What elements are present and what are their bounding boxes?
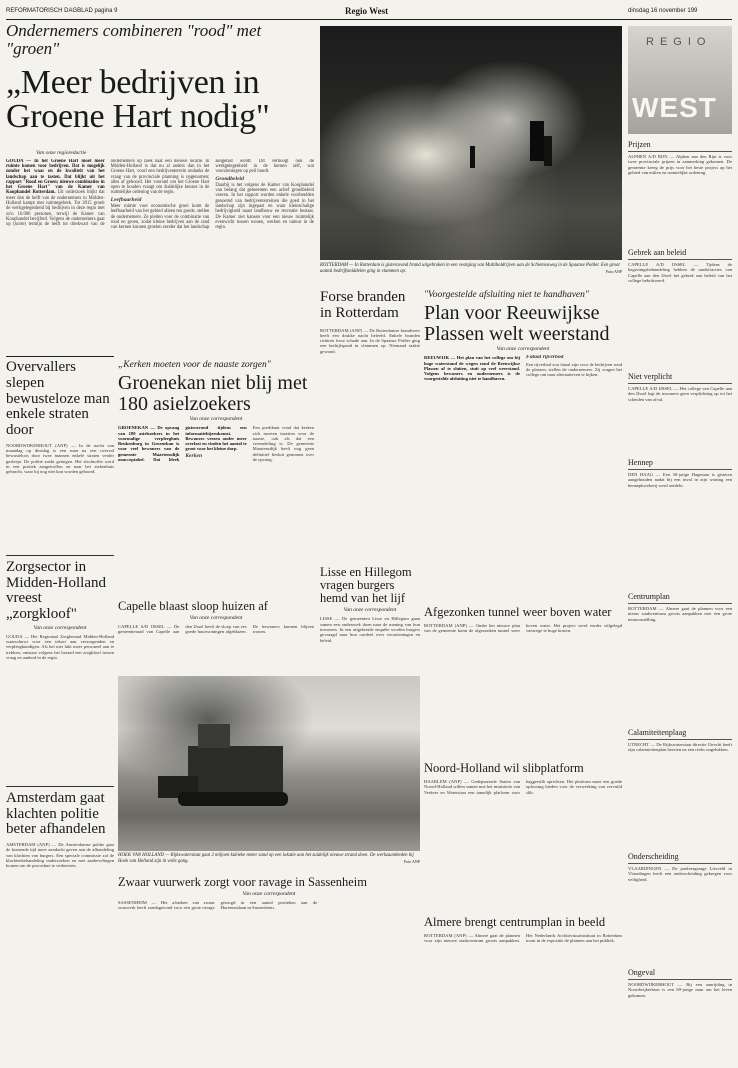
asylum-body [118,425,314,575]
header-center: Regio West [345,6,389,16]
almere-headline: Almere brengt centrumplan in beeld [424,915,606,929]
lead-sub1: Leefbaarheid [110,196,142,203]
left-article-text: NOORDWIJKERHOUT (ANP) — In de nacht van maandag op dinsdag is een man na een overval bewusteloos door twee mannen enkele straten verder gesleept. De politie zoekt getuigen. Het slachtoffer werd in een portiek aangetroffen en naar het ziekenhuis gebracht, waar hij nog niet kon worden gehoord. [6,442,114,475]
lead-intro: GOUDA — In het Groene Hart moet meer ruimte komen voor bedrijven. Dat is mogelijk zonder het waas en de kwaliteit van het landschap aan te tasten. Dat blijkt uit het rapport "Rood en Groen; nieuwe combinaties in het Groene Hart" van de Kamer van Koophandel Rotterdam. [6,158,105,196]
lisse-headline: Lisse en Hillegom vragen burgers hemd van het lijf [320,565,412,606]
header-right: dinsdag 16 november 199 [628,8,698,14]
reeuwijk-headline: Plan voor Reeuwijkse Plassen welt weerstand [424,302,610,345]
regio-west-logo [628,26,732,134]
reeuwijk-body [424,355,622,583]
asylum-byline: Van onze correspondent [189,416,243,423]
fire-photo-figures [320,26,622,260]
noordholland-text: HAARLEM (ANP) — Gedeputeerde Staten van Noord-Holland willen samen met het ministerie van Verkeer en Waterstaat een tamelijk platform voor baggerslib oprichten. Het platform moet een goede oplossing bieden voor de verwerking van vervuild slib. [424,779,622,795]
sidebar-text: CAPELLE A/D IJSSEL — Tijdens de begrotingsbehandeling hebben de raadsfracties van Capelle aan den IJssel het gebrek aan beleid van het college bekritiseerd. [628,262,732,283]
noordholland-headline: Noord-Holland wil slibplatform [424,761,584,775]
lead-sub2: Grondbeleid [215,175,244,182]
sidebar-text: UTRECHT — De Rijkswaterstaat directie Utrecht heeft zijn calamiteitenplan herzien na een reeks ongelukken. [628,742,732,753]
header-left: REFORMATORISCH DAGBLAD pagina 9 [6,8,118,14]
tunnel-text: ROTTERDAM (ANP) — Onder het nieuwe plan van de gemeente komt de afgezonken tunnel weer boven water. Het project werd eerder stilgelegd vanwege te hoge kosten. [424,623,622,634]
fire-photo-caption-text: ROTTERDAM — In Rotterdam is gisteravond brand uitgebroken in een vestiging van Multiholdrijven aan de Schiemvaweg in de Spaanse Polder. Een groot aantal bedrijfsmiddelen ging in vlammen op. [320,263,620,274]
header-rule [6,19,732,20]
bulldozer-photo-shape [118,676,420,851]
sidebar-title: Hennep [628,459,732,470]
bulldozer-photo [118,676,420,851]
lead-article [6,22,314,354]
almere-text: ROTTERDAM (ANP) — Almere gaat de plannen voor zijn nieuwe stadscentrum groots aanpakken. Het Nederlands Architectuurinstituut in Rotterdam toont in de expositie de plannen aan het publiek. [424,933,622,944]
fire-article [320,290,420,560]
bulldozer-caption-text: HOEK VAN HOLLAND — Rijkswaterstaat gaat 2 miljoen kubieke meter zand op een lokatie aan het zuidelijk nieuwe strand doen. De werkzaamheden bij Hoek van Holland zijn in volle gang. [118,853,414,864]
capelle-headline: Capelle blaast sloop huizen af [118,599,268,613]
sidebar-title: Centrumplan [628,593,732,604]
lead-kicker: Ondernemers combineren "rood" met "groen" [6,21,262,58]
lead-headline: „Meer bedrijven in Groene Hart nodig" [6,63,270,135]
sidebar-title: Calamiteitenplaag [628,729,732,740]
fire-photo [320,26,622,260]
sidebar-title: Ongeval [628,969,732,980]
sassenheim-byline: Van onze correspondent [242,891,296,898]
reeuwijk-text2: Een rijverbod zou fataal zijn voor de bedrijven rond de plassen, stellen de ondernemers. Zij vragen het college om naar alternatieven te kijken. [526,361,622,378]
lead-text: Uit onderzoek blijkt dat meer dan de helft van de ondernemers in Midden-Holland kampt met ruimtegebrek. Tot 2015 groeit de werkgelegenheid bij bedrijven in deze regio met zo'n 16.000 personen, terwijl de Kamer van Koophandel becijferd. Volgens de ondernemers gaat op (korte) termijn de helft tot driekwart van de ondernemers op zoek naar een nieuwe locatie. In Midden-Holland is dat nu al anders dan in het Groene Hart, voorl een bedrijventerrein ondanks de vraag van de provinciale planning is opgenomen; alles af gehoord. Het voorstel om het Groene Hart open te houden vraagt om duidelijke keuzes in de ruimtelijke ordening van de regio. [6,158,210,228]
sidebar-item [628,373,732,456]
sidebar-item [628,969,732,1058]
lisse-article [320,566,420,656]
left-article [6,560,114,782]
asylum-kicker: „Kerken moeten voor de naaste zorgen" [118,360,271,370]
sidebar-item [628,853,732,966]
capelle-text: CAPELLE A/D IJSSEL — De gemeenteraad van Capelle aan den IJssel heeft de sloop van zes goede huurwoningen afgeblazen. De bewoners kunnen blijven wonen. [118,624,314,635]
sidebar-item [628,141,732,246]
lead-text3: Daarbij is het volgens de Kamer van Koophandel van belang dat gemeenten een actief grondbeleid voeren. In het rapport worden enkele voorbeelden genoemd van bedrijventerreinen die goed in het landschap zijn ingepast en waar kleinschalige bedrijvigheid naast landbouw en recreatie bestaat. De Kamer ziet kansen voor een nieuw ruimtelijk evenwicht tussen wonen, werken en natuur in de regio. [215,182,314,231]
fire-text: ROTTERDAM (ANP) — De Rotterdamse brandweer heeft een drukke nacht beleefd. Enkele branden richtten forse schade aan. In de Spaanse Polder ging een bedrijfspand in vlammen op. Niemand raakte gewond. [320,327,420,354]
bulldozer-credit: Foto ANP [403,858,420,864]
sidebar-text: DEN HAAG — Een 30-jarige Hagenaar is gisteren aangehouden nadat bij een inval in zijn woning een hennepkwekerij werd ontdekt. [628,472,732,488]
reeuwijk-byline: Van onze correspondent [496,346,550,353]
bulldozer-caption [118,853,420,873]
sidebar-text: NOORDWIJKERHOUT — Bij een aanrijding in Noordwijkerhout is een 69-jarige man om het leven gekomen. [628,982,732,998]
almere-article [424,916,622,1056]
left-article-text: GOUDA — Het Regionaal Zorgberaad Midden-Holland waarschuwt voor een tekort aan verzorgenden en verpleegkundigen. Als het niet lukt meer personeel aan te trekken, ontstaat volgens het beraad een zorgkloof tussen vraag en aanbod in de regio. [6,633,114,660]
asylum-text: GROENEKAN — De opvang van 180 asielzoekers in het voormalige verpleeghuis Beukenburg in Groenekan is voor veel bewoners van de gemeente Maartensdijk onacceptabel. Dat bleek gisteravond tijdens een informatiebijeenkomst. Bewoners vrezen onder meer overlast en vinden het aantal te groot voor het kleine dorp. [118,425,247,462]
capelle-article [118,600,314,670]
sidebar-item [628,459,732,590]
lead-text2: Meer ruimte voor economische groei komt de leefbaarheid van het gebied alleen ten goede, stellen de ondernemers. Ze pleiten voor de combinatie van rood en groen, zodat kleine bedrijven aan de rand van kernen kunnen groeien zonder dat het landschap aangetast wordt. Dit verhoogt ook de werkgelegenheid in de kernen zelf, wat voorzieningen op peil houdt. [110,158,314,231]
section-rule [6,356,114,357]
reeuwijk-sub: Fataal rijverbod [526,355,564,361]
asylum-sub: Kerken [185,452,203,459]
logo-bottom: WEST [632,92,717,123]
left-article-headline: Amsterdam gaat klachten politie beter afhandelen [6,789,106,838]
asylum-headline: Groenekan niet blij met 180 asielzoekers [118,372,308,415]
logo-top: REGIO [646,36,712,48]
sidebar-text: ALPHEN A/D RIJN — Alphen aan den Rijn is voor twee provinciale prijzen in aanmerking gekomen. De gemeente kreeg de prijs voor het beste project op het gebied van milieu en ruimtelijke ordening. [628,154,732,175]
tunnel-headline: Afgezonken tunnel weer boven water [424,605,612,619]
sidebar-text: CAPELLE A/D IJSSEL — Het college van Capelle aan den IJssel legt de inwoners geen verplichting op tot het scheiden van afval. [628,386,732,402]
sassenheim-headline: Zwaar vuurwerk zorgt voor ravage in Sassenheim [118,875,367,889]
sidebar-title: Onderscheiding [628,853,732,864]
left-column [6,360,114,920]
lisse-byline: Van onze correspondent [343,607,397,614]
sidebar-title: Gebrek aan beleid [628,249,732,260]
fire-headline: Forse branden in Rotterdam [320,289,406,321]
reeuwijk-article [424,290,622,602]
tunnel-article [424,606,622,758]
sidebar-text: ROTTERDAM — Almere gaat de plannen voor een nieuw stadscentrum groots aanpakken met een grote tentoonstelling. [628,606,732,622]
left-article [6,360,114,551]
sidebar-text: VLAARDINGEN — De parkeergarage Liesveld in Vlaardingen heeft een onderscheiding gekregen voor veiligheid. [628,866,732,882]
lead-body [6,159,314,344]
sassenheim-article [118,876,420,1056]
reeuwijk-text: REEUWIJK — Het plan van het college om bij hoge waterstand de wegen rond de Reeuwijkse Plassen af te sluiten, stuit op veel weerstand. Volgens bewoners en ondernemers is de voorgestelde afsluiting niet te handhaven. [424,355,520,382]
lisse-text: LISSE — De gemeenten Lisse en Hillegom gaan samen een onderzoek doen naar de mening van hun inwoners. In een uitgebreide enquête worden burgers gevraagd naar hun oordeel over voorzieningen en beleid. [320,616,420,643]
sidebar-title: Niet verplicht [628,373,732,384]
left-article-byline: Van onze correspondent [33,624,87,631]
fire-photo-caption [320,263,622,283]
reeuwijk-kicker: "Voorgestelde afsluiting niet te handhaven" [424,290,589,300]
sidebar-item [628,249,732,370]
left-article [6,791,114,920]
noordholland-article [424,762,622,912]
sidebar-item [628,593,732,726]
capelle-byline: Van onze correspondent [189,615,243,622]
left-article-headline: Zorgsector in Midden-Holland vreest „zorgkloof" [6,558,106,622]
asylum-text2: Een predikant vond dat kerken zich moeten inzetten voor de naaste, ook als dat een vreemdeling is. De gemeente Maartensdijk heeft nog geen definitief besluit genomen over de opvang. [252,425,314,462]
left-article-headline: Overvallers slepen bewusteloze man enkele straten door [6,360,110,438]
sassenheim-text: SASSENHEIM — Het afsteken van zwaar vuurwerk heeft zondagavond voor een grote ravage gezorgd in een aantal portieken aan de Hortensialaan in Sassenheim. [118,900,318,911]
left-article-text: AMSTERDAM (ANP) — De Amsterdamse politie gaat de komende tijd meer aandacht geven aan de afhandeling van klachten van burgers. Een speciale commissie zal de klachtenbehandeling onderzoeken en met aanbevelingen komen om de procedure te verbeteren. [6,842,114,869]
sidebar-item [628,729,732,850]
sidebar-title: Prijzen [628,141,732,152]
fire-photo-credit: Foto ANP [605,268,622,274]
asylum-article [118,360,314,596]
sidebar [628,138,732,1058]
lead-byline: Van onze regioredactie [36,149,87,156]
